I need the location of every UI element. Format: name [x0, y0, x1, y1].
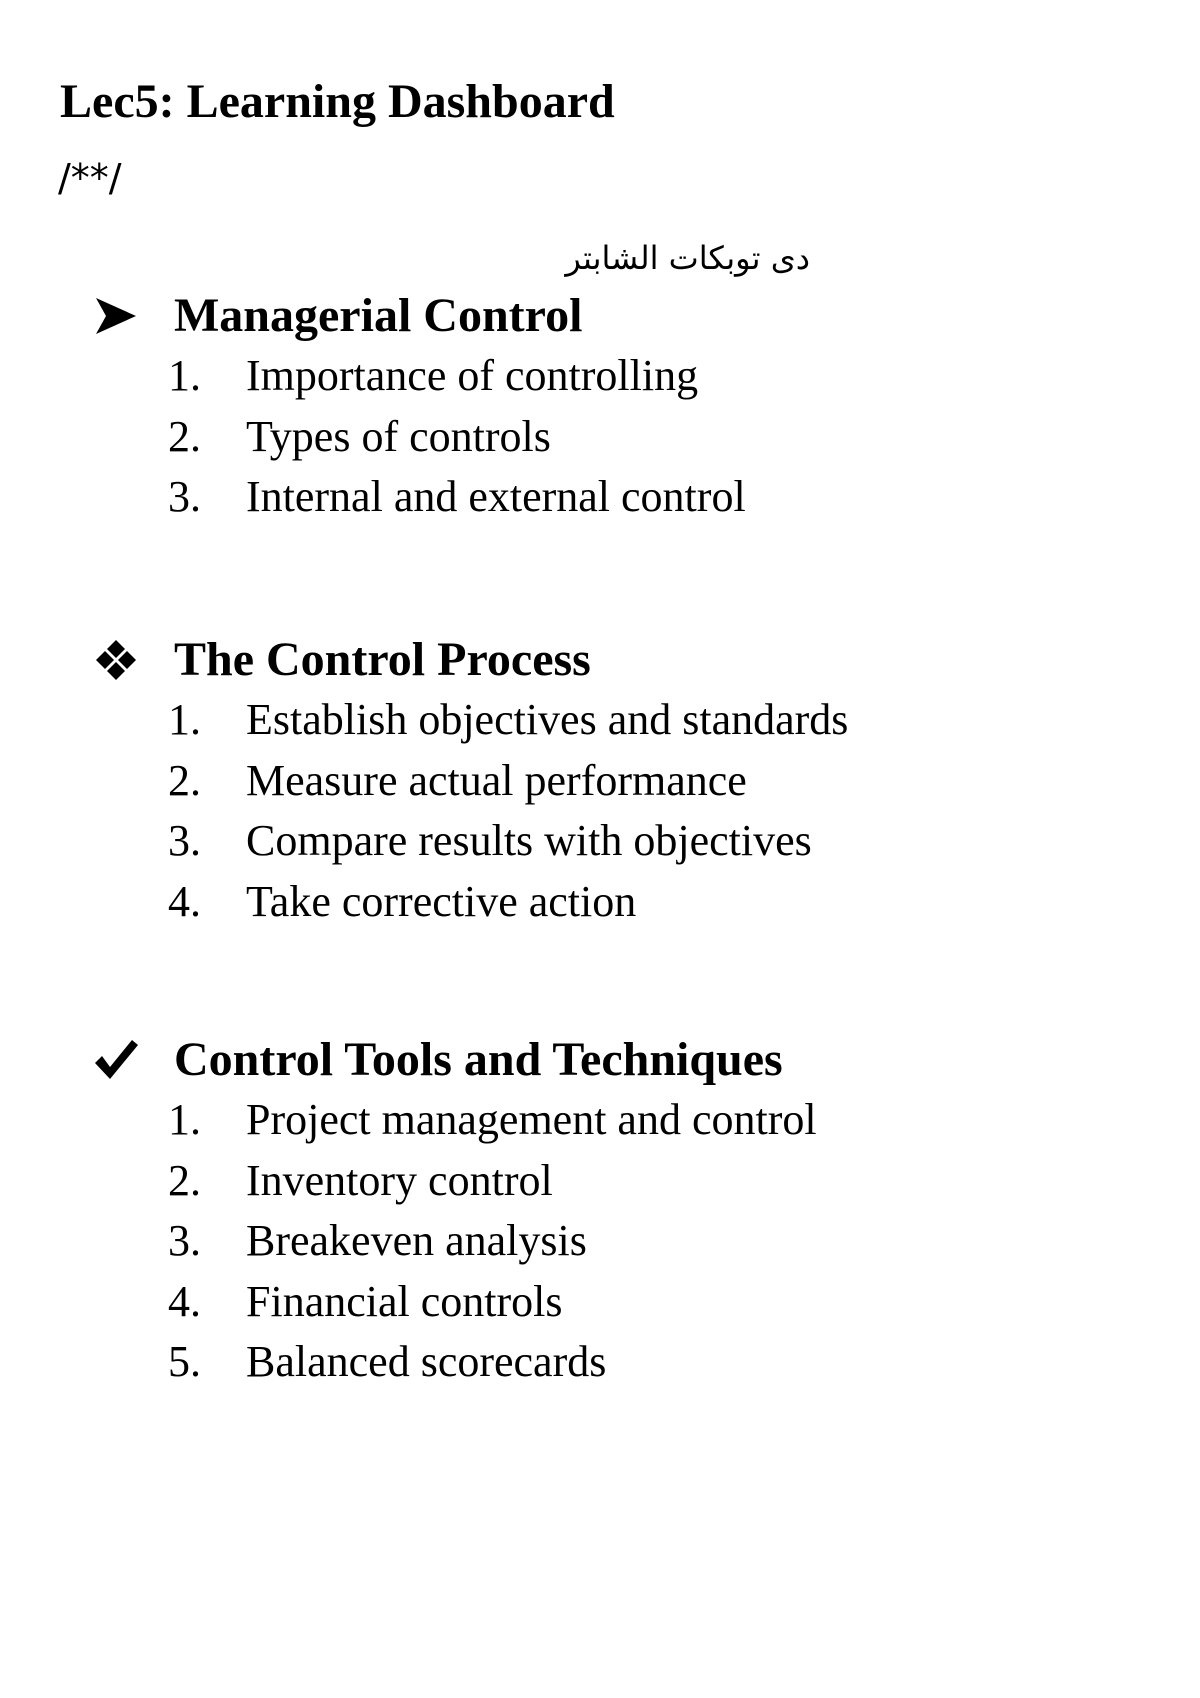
item-text: Measure actual performance [246, 755, 747, 805]
list-item [0, 1272, 1200, 1333]
list-item [0, 407, 1200, 468]
item-number: 3. [168, 472, 201, 521]
list-item [0, 346, 1200, 407]
item-text: Project management and control [246, 1095, 817, 1144]
diamond-bullet-icon [92, 636, 142, 686]
section-control-process [0, 630, 1200, 932]
item-text: Balanced scorecards [246, 1337, 607, 1386]
item-text: Breakeven analysis [246, 1216, 587, 1265]
item-number: 2. [168, 1155, 201, 1205]
section-control-tools [0, 1030, 1200, 1393]
item-text: Financial controls [246, 1276, 563, 1326]
item-text: Importance of controlling [246, 351, 699, 400]
section-header [0, 630, 1200, 690]
item-text: Establish objectives and standards [246, 695, 849, 744]
item-number: 5. [168, 1337, 201, 1386]
item-number: 3. [168, 816, 201, 865]
list-item [0, 1090, 1200, 1151]
item-text: Compare results with objectives [246, 816, 812, 865]
section-header [0, 1030, 1200, 1090]
section-header [0, 286, 1200, 346]
list-item [0, 811, 1200, 872]
item-text: Take corrective action [246, 876, 637, 926]
item-number: 2. [168, 755, 201, 805]
item-number: 4. [168, 1276, 201, 1326]
list-item [0, 1151, 1200, 1212]
list-item [0, 1211, 1200, 1272]
item-number: 1. [168, 695, 201, 744]
section-item-list [0, 346, 1200, 528]
list-item [0, 751, 1200, 812]
section-managerial-control [0, 286, 1200, 528]
list-item [0, 467, 1200, 528]
arrowhead-bullet-icon [92, 292, 142, 342]
list-item [0, 872, 1200, 933]
item-number: 1. [168, 1095, 201, 1144]
arabic-note: دى توبكات الشابتر [565, 239, 810, 277]
section-title: Managerial Control [174, 289, 583, 342]
section-title: The Control Process [174, 633, 591, 686]
item-number: 2. [168, 411, 201, 461]
section-title: Control Tools and Techniques [174, 1033, 783, 1086]
subtitle: /**/ [58, 156, 122, 200]
item-number: 3. [168, 1216, 201, 1265]
item-text: Types of controls [246, 411, 551, 461]
item-number: 4. [168, 876, 201, 926]
page-title: Lec5: Learning Dashboard [60, 75, 615, 128]
item-number: 1. [168, 351, 201, 400]
section-item-list [0, 1090, 1200, 1393]
item-text: Inventory control [246, 1155, 553, 1205]
list-item [0, 690, 1200, 751]
checkmark-bullet-icon [92, 1036, 142, 1086]
item-text: Internal and external control [246, 472, 746, 521]
section-item-list [0, 690, 1200, 932]
list-item [0, 1332, 1200, 1393]
